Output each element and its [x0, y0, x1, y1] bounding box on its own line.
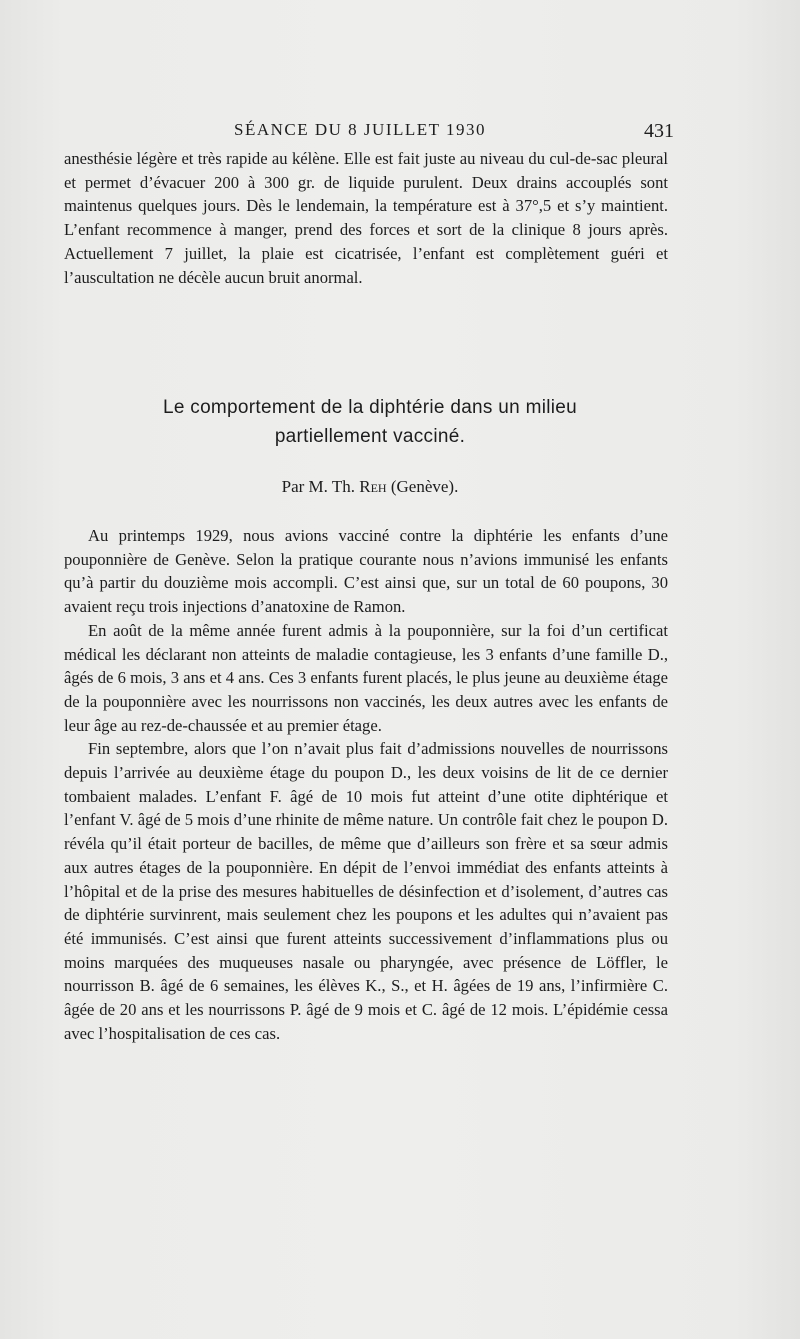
article-title: [120, 393, 620, 451]
author-name: Reh: [359, 477, 387, 496]
article-title-line-2: partiellement vacciné.: [274, 426, 466, 447]
intro-text: [64, 147, 668, 289]
article-title-line-1: Le comportement de la diphtérie dans un milieu: [162, 397, 578, 418]
body-paragraph-2: En août de la même année furent admis à la pouponnière, sur la foi d’un certificat médical les déclarant non atteints de maladie contagieuse, les 3 enfants d’une famille D., âgés de 6 mois, 3 ans et 4 ans. Ces 3 enfants furent placés, le plus jeune au deuxième étage de la pouponnière avec les nourrissons non vaccinés, les deux autres avec les enfants de leur âge au rez-de-chaussée et au premier étage.: [64, 620, 668, 735]
author-line: [120, 477, 620, 497]
running-head: SÉANCE DU 8 JUILLET 1930: [234, 120, 486, 139]
intro-paragraph: anesthésie légère et très rapide au kélène. Elle est fait juste au niveau du cul-de-sac pleural et permet d’évacuer 200 à 300 gr. de liquide purulent. Deux drains accouplés sont maintenus quelques jours. Dès le lendemain, la température est à 37°,5 et s’y maintient. L’enfant recommence à manger, prend des forces et sort de la clinique 8 jours après. Actuellement 7 juillet, la plaie est cicatrisée, l’enfant est complètement guéri et l’auscultation ne décèle aucun bruit anormal.: [64, 149, 668, 287]
author-prefix: Par M. Th.: [281, 477, 355, 496]
author-suffix: (Genève).: [390, 477, 459, 496]
article-body: [64, 524, 668, 1045]
body-paragraph-1: Au printemps 1929, nous avions vacciné contre la diphtérie les enfants d’une pouponnière de Genève. Selon la pratique courante nous n’avions immunisé les enfants qu’à partir du douzième mois accompli. C’est ainsi que, sur un total de 60 poupons, 30 avaient reçu trois injections d’anatoxine de Ramon.: [64, 526, 668, 617]
page-number: 431: [644, 120, 674, 142]
body-paragraph-3: Fin septembre, alors que l’on n’avait plus fait d’admissions nouvelles de nourrissons depuis l’arrivée au deuxième étage du poupon D., les deux voisins de lit de ce dernier tombaient malades. L’enfant F. âgé de 10 mois fut atteint d’une otite diphtérique et l’enfant V. âgé de 5 mois d’une rhinite de même nature. Un contrôle fait chez le poupon D. révéla qu’il était porteur de bacilles, de même que d’ailleurs son frère et sa sœur admis aux autres étages de la pouponnière. En dépit de l’envoi immédiat des enfants atteints à l’hôpital et de la prise des mesures habituelles de désinfection et d’isolement, d’autres cas de diphtérie survinrent, mais seulement chez les poupons et les adultes qui n’avaient pas été immunisés. C’est ainsi que furent atteints successivement d’inflammations plus ou moins marquées des muqueuses nasale ou pharyngée, avec présence de Löffler, le nourrisson B. âgé de 6 semaines, les élèves K., S., et H. âgées de 19 ans, l’infirmière C. âgée de 20 ans et les nourrissons P. âgé de 9 mois et C. âgé de 12 mois. L’épidémie cessa avec l’hospitalisation de ces cas.: [64, 739, 668, 1043]
